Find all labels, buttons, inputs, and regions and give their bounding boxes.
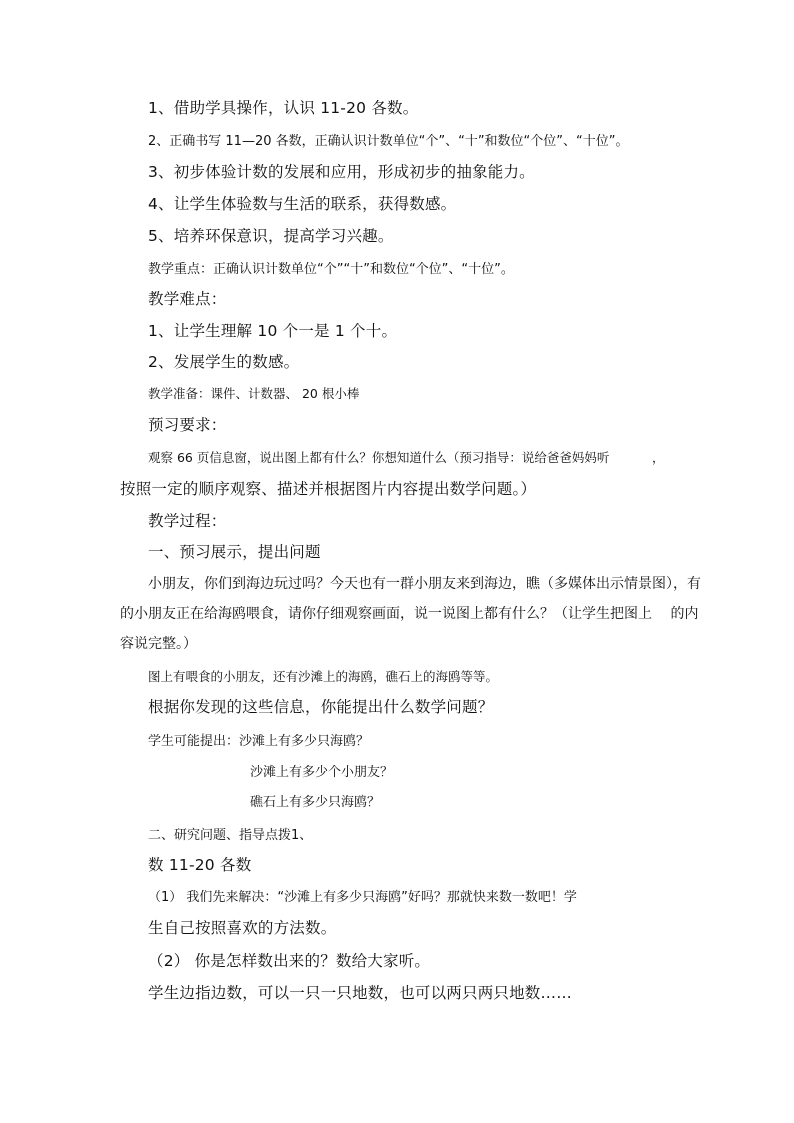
objective-1: 1、借助学具操作，认识 11-20 各数。 xyxy=(148,99,419,117)
step-2: （2） 你是怎样数出来的？数给大家听。 xyxy=(148,952,431,970)
count-heading: 数 11-20 各数 xyxy=(148,856,252,874)
paragraph-1-line-2: 的小朋友正在给海鸥喂食，请你仔细观察画面，说一说图上都有什么？（让学生把图上 的内 xyxy=(120,606,699,622)
paragraph-1-line-1: 小朋友，你们到海边玩过吗？今天也有一群小朋友来到海边，瞧（多媒体出示情景图），有 xyxy=(148,576,701,592)
difficulty-2: 2、发展学生的数感。 xyxy=(148,353,300,371)
objective-3: 3、初步体验计数的发展和应用，形成初步的抽象能力。 xyxy=(148,163,535,181)
prompt-question: 根据你发现的这些信息，你能提出什么数学问题？ xyxy=(148,698,494,716)
difficulties-heading: 教学难点： xyxy=(148,290,227,308)
step-1-line-1: （1） 我们先来解决：“沙滩上有多少只海鸥”好吗？那就快来数一数吧！学 xyxy=(148,890,577,905)
student-question-2: 沙滩上有多少个小朋友？ xyxy=(250,765,394,780)
objective-4: 4、让学生体验数与生活的联系，获得数感。 xyxy=(148,195,457,213)
section-2-heading: 二、研究问题、指导点拨1、 xyxy=(148,828,313,843)
preview-heading: 预习要求： xyxy=(148,416,227,434)
picture-info: 图上有喂食的小朋友，还有沙滩上的海鸥，礁石上的海鸥等等。 xyxy=(148,669,499,684)
difficulty-1: 1、让学生理解 10 个一是 1 个十。 xyxy=(148,322,398,340)
preparation: 教学准备：课件、计数器、 20 根小棒 xyxy=(148,386,360,401)
student-question-3: 礁石上有多少只海鸥？ xyxy=(250,795,381,810)
preview-line-1-tail: ， xyxy=(652,450,665,465)
preview-line-2: 按照一定的顺序观察、描述并根据图片内容提出数学问题。） xyxy=(120,480,537,498)
step-1-line-2: 生自己按照喜欢的方法数。 xyxy=(148,919,337,937)
process-heading: 教学过程： xyxy=(148,512,227,530)
student-question-1: 学生可能提出：沙滩上有多少只海鸥？ xyxy=(148,734,370,749)
section-1-heading: 一、预习展示，提出问题 xyxy=(148,543,321,561)
objective-2: 2、正确书写 11—20 各数，正确认识计数单位“个”、“十”和数位“个位”、“十位”。 xyxy=(148,134,629,149)
preview-line-1: 观察 66 页信息窗，说出图上都有什么？你想知道什么（预习指导：说给爸爸妈妈听 xyxy=(148,450,610,465)
paragraph-1-line-3: 容说完整。） xyxy=(120,636,197,652)
last-line: 学生边指边数，可以一只一只地数，也可以两只两只地数…… xyxy=(148,984,572,1002)
key-points: 教学重点：正确认识计数单位“个”“十”和数位“个位”、“十位”。 xyxy=(148,262,514,277)
objective-5: 5、培养环保意识，提高学习兴趣。 xyxy=(148,227,394,245)
